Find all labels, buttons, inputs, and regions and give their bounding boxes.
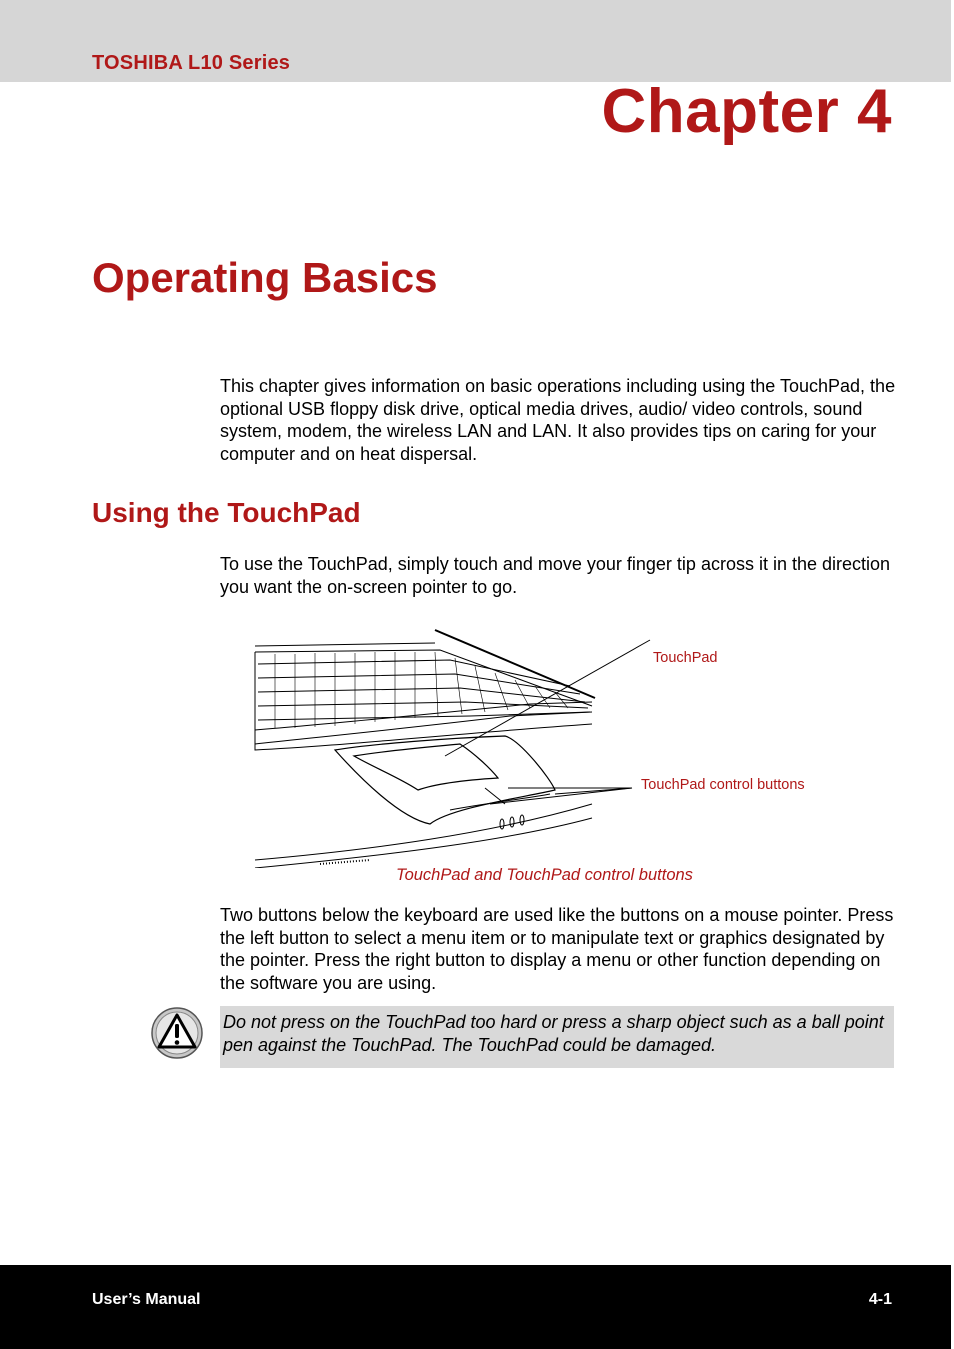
warning-icon bbox=[150, 1006, 204, 1060]
touchpad-label: TouchPad bbox=[653, 650, 718, 666]
section-heading: Using the TouchPad bbox=[92, 497, 361, 528]
touchpad-paragraph: To use the TouchPad, simply touch and move your finger tip across it in the direction you want the on-screen pointer to go. bbox=[220, 554, 891, 597]
intro-paragraph: This chapter gives information on basic operations including using the TouchPad, the optional USB floppy disk drive, optical media drives, audio/ video controls, sound system, modem, the wireless LAN and LAN. It also provides tips on caring for your computer and on heat dispersal. bbox=[220, 376, 896, 464]
page-title: Operating Basics bbox=[92, 254, 438, 301]
touchpad-buttons-label: TouchPad control buttons bbox=[641, 777, 805, 793]
series-name: TOSHIBA L10 Series bbox=[92, 52, 291, 74]
chapter-heading: Chapter 4 bbox=[601, 77, 892, 146]
footer-manual-label: User’s Manual bbox=[92, 1291, 201, 1308]
touchpad-illustration bbox=[250, 628, 850, 868]
caution-note-text: Do not press on the TouchPad too hard or press a sharp object such as a ball point pen against the TouchPad. The TouchPad could be damaged. bbox=[223, 1012, 884, 1055]
page-number: 4-1 bbox=[868, 1291, 892, 1308]
buttons-paragraph: Two buttons below the keyboard are used like the buttons on a mouse pointer. Press the left button to select a menu item or to manipulate text or graphics designated by the pointer. Press the right button to display a menu or other function depending on the software you are using. bbox=[220, 905, 894, 993]
figure-caption: TouchPad and TouchPad control buttons bbox=[396, 866, 693, 884]
